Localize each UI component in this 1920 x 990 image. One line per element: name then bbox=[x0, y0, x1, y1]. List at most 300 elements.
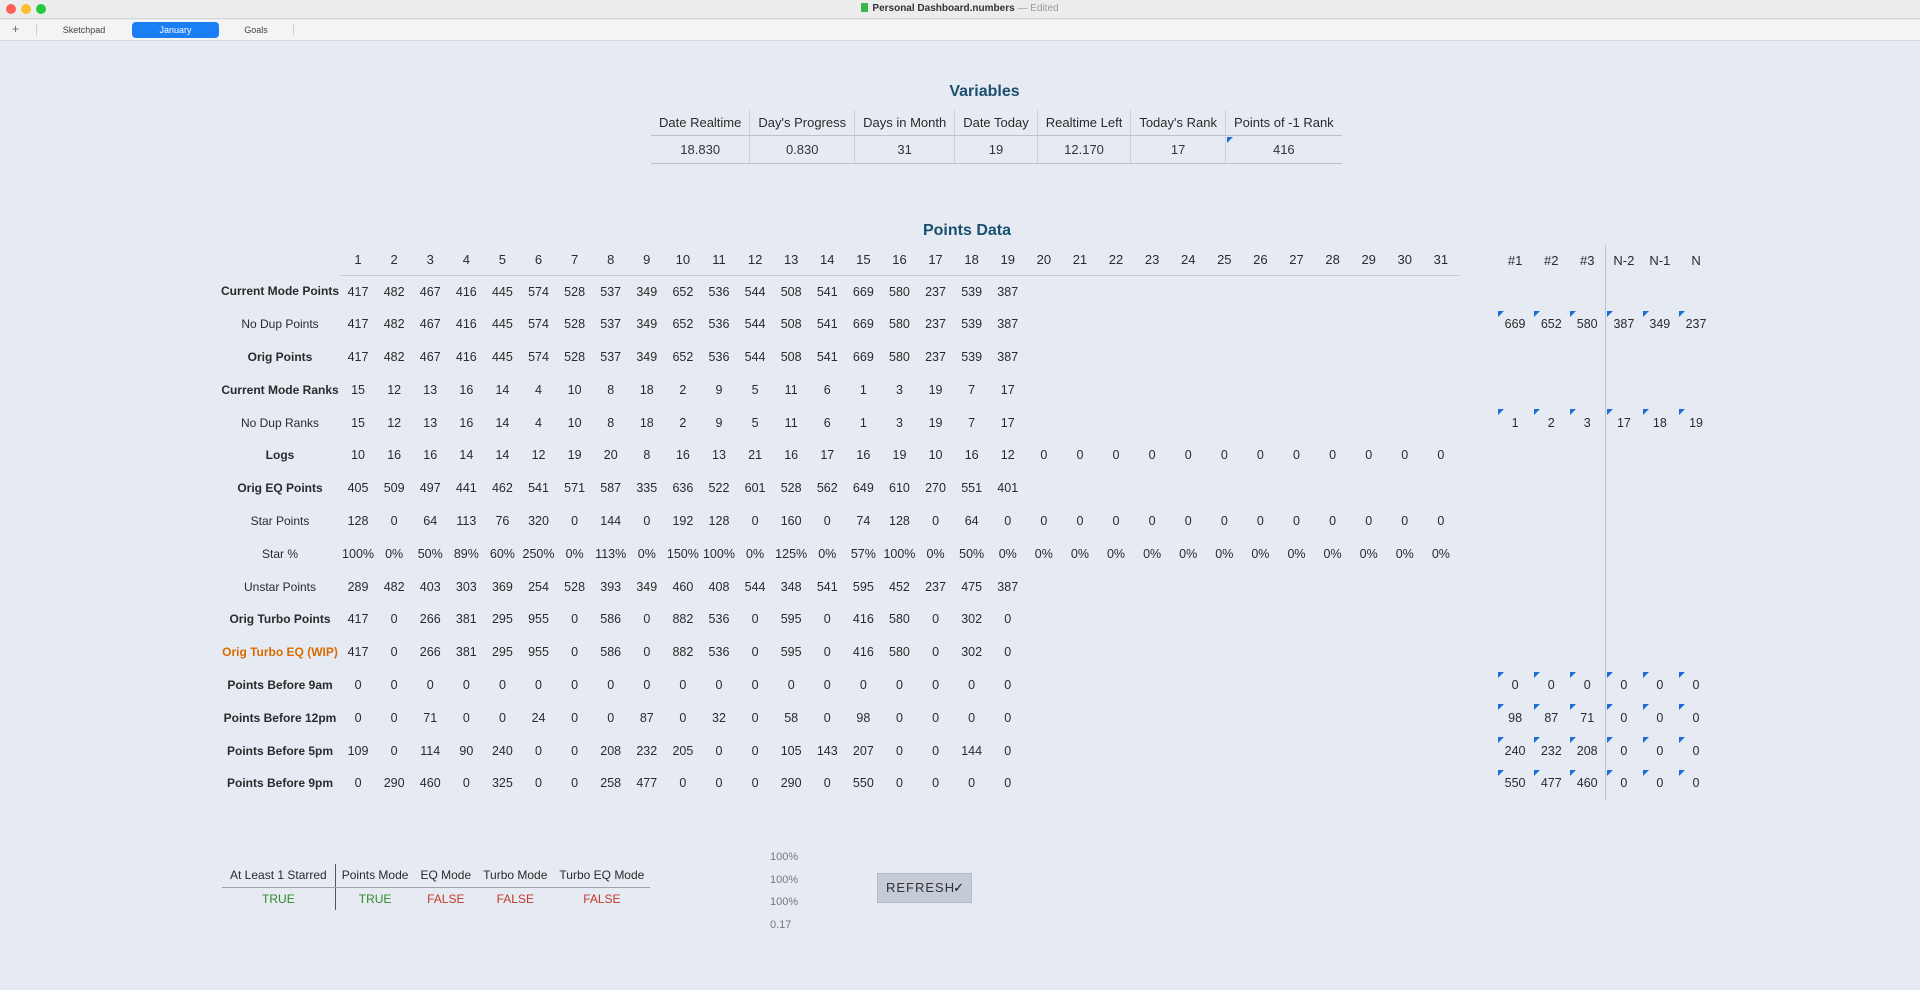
rank-header-cell[interactable]: #2 bbox=[1544, 252, 1559, 268]
data-cell[interactable]: 0% bbox=[1323, 546, 1342, 561]
data-cell[interactable]: 290 bbox=[780, 776, 802, 791]
data-cell[interactable] bbox=[1315, 406, 1351, 439]
data-cell[interactable] bbox=[1206, 275, 1242, 308]
data-cell[interactable]: 0 bbox=[643, 677, 651, 692]
rank-cell[interactable] bbox=[1533, 373, 1569, 406]
data-cell[interactable]: 113% bbox=[595, 546, 627, 561]
data-cell[interactable] bbox=[1170, 472, 1206, 505]
rank-cell[interactable] bbox=[1642, 603, 1678, 636]
data-cell[interactable] bbox=[1026, 341, 1062, 374]
rank-cell[interactable]: 1 bbox=[1497, 406, 1533, 439]
percentage-value[interactable]: 0.17 bbox=[770, 918, 792, 931]
data-cell[interactable] bbox=[1315, 472, 1351, 505]
rank-cell[interactable]: 0 bbox=[1678, 767, 1714, 800]
data-cell[interactable]: 16 bbox=[675, 448, 690, 463]
data-cell[interactable]: 0 bbox=[823, 710, 831, 725]
data-cell[interactable]: 482 bbox=[383, 317, 405, 332]
data-cell[interactable] bbox=[1134, 275, 1170, 308]
data-cell[interactable] bbox=[1242, 701, 1278, 734]
data-cell[interactable]: 0 bbox=[751, 743, 759, 758]
rank-cell[interactable] bbox=[1569, 603, 1605, 636]
data-cell[interactable]: 0 bbox=[1293, 448, 1300, 463]
data-cell[interactable]: 417 bbox=[347, 284, 369, 299]
data-cell[interactable]: 0 bbox=[1004, 513, 1012, 528]
data-cell[interactable]: 0% bbox=[746, 546, 765, 561]
data-cell[interactable]: 452 bbox=[889, 579, 910, 594]
variable-header-cell[interactable]: Points of -1 Rank bbox=[1225, 110, 1341, 135]
data-cell[interactable]: 574 bbox=[528, 317, 549, 332]
data-cell[interactable]: 482 bbox=[383, 284, 405, 299]
data-cell[interactable]: 0 bbox=[895, 710, 903, 725]
data-cell[interactable]: 580 bbox=[889, 349, 910, 364]
data-cell[interactable]: 541 bbox=[528, 481, 549, 496]
data-cell[interactable] bbox=[1134, 373, 1170, 406]
data-cell[interactable]: 541 bbox=[816, 349, 838, 364]
data-cell[interactable]: 0 bbox=[498, 677, 506, 692]
rank-cell[interactable] bbox=[1642, 439, 1678, 472]
variable-value-cell[interactable]: 18.830 bbox=[651, 135, 750, 163]
data-cell[interactable]: 0 bbox=[535, 743, 542, 758]
data-cell[interactable]: 586 bbox=[600, 612, 622, 627]
data-cell[interactable] bbox=[1423, 308, 1459, 341]
data-cell[interactable] bbox=[1423, 373, 1459, 406]
data-cell[interactable]: 0 bbox=[1220, 513, 1228, 528]
data-cell[interactable]: 113 bbox=[456, 513, 477, 528]
variable-header-cell[interactable]: Date Realtime bbox=[651, 110, 750, 135]
data-cell[interactable] bbox=[1134, 669, 1170, 702]
data-cell[interactable] bbox=[1278, 767, 1314, 800]
data-cell[interactable] bbox=[1098, 767, 1134, 800]
data-cell[interactable]: 295 bbox=[491, 612, 513, 627]
data-cell[interactable] bbox=[1098, 341, 1134, 374]
data-cell[interactable] bbox=[1206, 341, 1242, 374]
data-cell[interactable]: 574 bbox=[528, 284, 549, 299]
data-cell[interactable]: 0 bbox=[968, 776, 976, 791]
data-cell[interactable]: 16 bbox=[423, 448, 438, 463]
variable-value-cell[interactable]: 12.170 bbox=[1037, 135, 1131, 163]
data-cell[interactable]: 60% bbox=[489, 546, 515, 561]
data-cell[interactable]: 0 bbox=[751, 612, 759, 627]
rank-header-cell[interactable]: #1 bbox=[1507, 252, 1523, 268]
data-cell[interactable] bbox=[1387, 275, 1423, 308]
data-cell[interactable] bbox=[1387, 767, 1423, 800]
data-cell[interactable]: 882 bbox=[672, 612, 694, 627]
rank-cell[interactable] bbox=[1533, 603, 1569, 636]
data-cell[interactable]: 0 bbox=[751, 710, 759, 725]
rank-cell[interactable] bbox=[1606, 537, 1642, 570]
row-label[interactable]: Star Points bbox=[250, 513, 310, 528]
data-cell[interactable]: 289 bbox=[347, 579, 369, 594]
data-cell[interactable]: 401 bbox=[997, 481, 1019, 496]
data-cell[interactable] bbox=[1278, 734, 1314, 767]
data-cell[interactable]: 302 bbox=[961, 645, 983, 660]
data-cell[interactable]: 100% bbox=[342, 546, 375, 561]
mode-value-cell[interactable]: TRUE bbox=[222, 887, 335, 910]
data-cell[interactable]: 536 bbox=[708, 284, 730, 299]
row-label[interactable]: Points Before 12pm bbox=[223, 710, 337, 725]
data-cell[interactable]: 290 bbox=[383, 776, 405, 791]
data-cell[interactable]: 541 bbox=[816, 284, 838, 299]
data-cell[interactable]: 417 bbox=[347, 612, 369, 627]
data-cell[interactable]: 16 bbox=[459, 415, 474, 430]
data-cell[interactable] bbox=[1170, 636, 1206, 669]
data-cell[interactable]: 0 bbox=[751, 645, 759, 660]
data-cell[interactable]: 208 bbox=[600, 743, 622, 758]
row-label[interactable]: Unstar Points bbox=[243, 579, 317, 594]
rank-cell[interactable] bbox=[1642, 505, 1678, 538]
day-header-cell[interactable]: 16 bbox=[881, 245, 917, 275]
rank-cell[interactable] bbox=[1533, 472, 1569, 505]
rank-header-cell[interactable]: N-2 bbox=[1606, 245, 1642, 275]
row-label[interactable]: No Dup Ranks bbox=[240, 415, 320, 430]
data-cell[interactable]: 0 bbox=[1220, 448, 1228, 463]
data-cell[interactable] bbox=[1315, 373, 1351, 406]
data-cell[interactable]: 669 bbox=[852, 317, 874, 332]
data-cell[interactable] bbox=[1423, 636, 1459, 669]
data-cell[interactable]: 19 bbox=[892, 448, 907, 463]
data-cell[interactable]: 482 bbox=[383, 349, 405, 364]
data-cell[interactable]: 417 bbox=[347, 349, 369, 364]
data-cell[interactable]: 50% bbox=[417, 546, 443, 561]
data-cell[interactable]: 652 bbox=[672, 349, 694, 364]
data-cell[interactable]: 0 bbox=[462, 710, 470, 725]
rank-cell[interactable]: 237 bbox=[1678, 308, 1714, 341]
data-cell[interactable]: 0 bbox=[571, 677, 579, 692]
data-cell[interactable] bbox=[1134, 701, 1170, 734]
data-cell[interactable] bbox=[1098, 308, 1134, 341]
data-cell[interactable] bbox=[1170, 603, 1206, 636]
data-cell[interactable] bbox=[1062, 767, 1098, 800]
data-cell[interactable]: 266 bbox=[419, 645, 441, 660]
data-cell[interactable] bbox=[1062, 275, 1098, 308]
data-cell[interactable]: 0 bbox=[354, 677, 362, 692]
data-cell[interactable]: 0% bbox=[818, 546, 837, 561]
mode-header-cell[interactable]: Points Mode bbox=[335, 864, 414, 887]
data-cell[interactable]: 8 bbox=[643, 448, 651, 463]
data-cell[interactable]: 11 bbox=[784, 382, 798, 397]
data-cell[interactable]: 528 bbox=[564, 317, 586, 332]
mode-value-cell[interactable]: FALSE bbox=[496, 891, 534, 906]
data-cell[interactable]: 669 bbox=[852, 284, 874, 299]
rank-cell[interactable] bbox=[1569, 275, 1605, 308]
data-cell[interactable]: 90 bbox=[459, 743, 474, 758]
data-cell[interactable]: 0 bbox=[1004, 677, 1012, 692]
data-cell[interactable]: 0 bbox=[895, 743, 903, 758]
data-cell[interactable]: 16 bbox=[964, 448, 979, 463]
rank-cell[interactable] bbox=[1606, 472, 1642, 505]
data-cell[interactable]: 0 bbox=[1076, 513, 1084, 528]
data-cell[interactable]: 0 bbox=[462, 776, 470, 791]
rank-cell[interactable]: 87 bbox=[1533, 701, 1569, 734]
data-cell[interactable]: 539 bbox=[961, 349, 983, 364]
rank-cell[interactable] bbox=[1642, 636, 1678, 669]
data-cell[interactable]: 295 bbox=[491, 645, 513, 660]
data-cell[interactable]: 580 bbox=[889, 284, 910, 299]
data-cell[interactable]: 100% bbox=[883, 546, 916, 561]
data-cell[interactable]: 0% bbox=[1395, 546, 1414, 561]
data-cell[interactable] bbox=[1278, 669, 1314, 702]
day-header-cell[interactable]: 4 bbox=[448, 245, 484, 275]
variable-header-cell[interactable]: Date Today bbox=[955, 110, 1038, 135]
data-cell[interactable] bbox=[1278, 701, 1314, 734]
data-cell[interactable]: 64 bbox=[423, 513, 438, 528]
data-cell[interactable]: 3 bbox=[895, 382, 903, 397]
variable-value-cell[interactable]: 17 bbox=[1131, 135, 1226, 163]
data-cell[interactable]: 232 bbox=[636, 743, 658, 758]
data-cell[interactable]: 551 bbox=[961, 481, 983, 496]
data-cell[interactable]: 105 bbox=[780, 743, 802, 758]
data-cell[interactable]: 417 bbox=[347, 645, 369, 660]
data-cell[interactable]: 636 bbox=[672, 481, 694, 496]
data-cell[interactable] bbox=[1351, 472, 1387, 505]
day-header-cell[interactable]: 3 bbox=[412, 245, 448, 275]
corner-cell[interactable] bbox=[220, 245, 340, 275]
rank-cell[interactable]: 17 bbox=[1606, 406, 1642, 439]
data-cell[interactable] bbox=[1026, 701, 1062, 734]
rank-cell[interactable] bbox=[1642, 341, 1678, 374]
data-cell[interactable]: 403 bbox=[419, 579, 441, 594]
data-cell[interactable]: 0 bbox=[1148, 513, 1156, 528]
day-header-cell[interactable]: 1 bbox=[340, 245, 376, 275]
data-cell[interactable]: 114 bbox=[420, 743, 441, 758]
data-cell[interactable]: 416 bbox=[852, 645, 874, 660]
data-cell[interactable] bbox=[1098, 701, 1134, 734]
data-cell[interactable]: 0 bbox=[354, 776, 362, 791]
data-cell[interactable]: 0 bbox=[1112, 448, 1120, 463]
data-cell[interactable]: 17 bbox=[1000, 382, 1015, 397]
data-cell[interactable]: 0 bbox=[787, 677, 795, 692]
rank-cell[interactable]: 669 bbox=[1497, 308, 1533, 341]
day-header-cell[interactable]: 5 bbox=[484, 245, 520, 275]
rank-cell[interactable]: 0 bbox=[1678, 734, 1714, 767]
rank-cell[interactable] bbox=[1678, 570, 1714, 603]
data-cell[interactable] bbox=[1351, 701, 1387, 734]
rank-cell[interactable] bbox=[1642, 537, 1678, 570]
data-cell[interactable] bbox=[1170, 406, 1206, 439]
data-cell[interactable]: 13 bbox=[423, 415, 438, 430]
data-cell[interactable] bbox=[1423, 603, 1459, 636]
data-cell[interactable] bbox=[1206, 636, 1242, 669]
data-cell[interactable] bbox=[1351, 603, 1387, 636]
data-cell[interactable] bbox=[1098, 669, 1134, 702]
data-cell[interactable] bbox=[1170, 275, 1206, 308]
data-cell[interactable] bbox=[1242, 341, 1278, 374]
data-cell[interactable]: 537 bbox=[600, 317, 622, 332]
day-header-cell[interactable]: 2 bbox=[376, 245, 412, 275]
data-cell[interactable] bbox=[1062, 570, 1098, 603]
data-cell[interactable] bbox=[1315, 341, 1351, 374]
rank-cell[interactable]: 0 bbox=[1497, 669, 1533, 702]
day-header-cell[interactable]: 13 bbox=[773, 245, 809, 275]
data-cell[interactable]: 10 bbox=[567, 382, 582, 397]
data-cell[interactable]: 586 bbox=[600, 645, 622, 660]
rank-cell[interactable]: 208 bbox=[1569, 734, 1605, 767]
day-header-cell[interactable]: 18 bbox=[954, 245, 990, 275]
data-cell[interactable]: 652 bbox=[672, 317, 694, 332]
data-cell[interactable] bbox=[1062, 636, 1098, 669]
day-header-cell[interactable]: 17 bbox=[918, 245, 954, 275]
data-cell[interactable]: 536 bbox=[708, 349, 730, 364]
data-cell[interactable] bbox=[1134, 767, 1170, 800]
data-cell[interactable]: 16 bbox=[459, 382, 474, 397]
rank-cell[interactable] bbox=[1678, 341, 1714, 374]
rank-cell[interactable]: 0 bbox=[1606, 734, 1642, 767]
data-cell[interactable]: 387 bbox=[997, 317, 1019, 332]
data-cell[interactable] bbox=[1062, 472, 1098, 505]
data-cell[interactable]: 0% bbox=[1215, 546, 1234, 561]
data-cell[interactable] bbox=[1315, 570, 1351, 603]
tab-sketchpad[interactable]: Sketchpad bbox=[62, 25, 106, 35]
rank-cell[interactable] bbox=[1497, 341, 1533, 374]
rank-cell[interactable]: 477 bbox=[1533, 767, 1569, 800]
data-cell[interactable]: 537 bbox=[600, 284, 622, 299]
rank-cell[interactable] bbox=[1569, 373, 1605, 406]
data-cell[interactable]: 71 bbox=[423, 710, 438, 725]
rank-cell[interactable] bbox=[1678, 275, 1714, 308]
rank-cell[interactable]: 580 bbox=[1569, 308, 1605, 341]
data-cell[interactable]: 192 bbox=[672, 513, 694, 528]
row-label[interactable]: Orig Points bbox=[247, 349, 313, 364]
data-cell[interactable]: 0 bbox=[1365, 448, 1373, 463]
data-cell[interactable]: 482 bbox=[383, 579, 405, 594]
variable-value-cell[interactable]: 19 bbox=[955, 135, 1038, 163]
variable-header-cell[interactable]: Days in Month bbox=[855, 110, 955, 135]
data-cell[interactable]: 0 bbox=[679, 776, 687, 791]
data-cell[interactable] bbox=[1387, 701, 1423, 734]
data-cell[interactable] bbox=[1134, 636, 1170, 669]
data-cell[interactable] bbox=[1026, 275, 1062, 308]
refresh-checkbox-icon[interactable]: ✓ bbox=[953, 880, 965, 895]
data-cell[interactable]: 10 bbox=[567, 415, 582, 430]
data-cell[interactable]: 0 bbox=[390, 743, 398, 758]
data-cell[interactable] bbox=[1134, 603, 1170, 636]
rank-cell[interactable] bbox=[1678, 472, 1714, 505]
data-cell[interactable] bbox=[1351, 275, 1387, 308]
day-header-cell[interactable]: 20 bbox=[1026, 245, 1062, 275]
mode-header-cell[interactable]: EQ Mode bbox=[414, 864, 477, 887]
rank-cell[interactable]: 0 bbox=[1606, 669, 1642, 702]
rank-cell[interactable]: 71 bbox=[1569, 701, 1605, 734]
data-cell[interactable]: 536 bbox=[708, 645, 730, 660]
data-cell[interactable] bbox=[1315, 767, 1351, 800]
data-cell[interactable]: 393 bbox=[600, 579, 622, 594]
data-cell[interactable]: 18 bbox=[639, 415, 654, 430]
data-cell[interactable] bbox=[1423, 767, 1459, 800]
data-cell[interactable]: 0 bbox=[354, 710, 362, 725]
data-cell[interactable]: 3 bbox=[895, 415, 903, 430]
data-cell[interactable] bbox=[1242, 636, 1278, 669]
data-cell[interactable] bbox=[1206, 603, 1242, 636]
rank-cell[interactable] bbox=[1569, 472, 1605, 505]
rank-cell[interactable] bbox=[1642, 472, 1678, 505]
variable-value-cell[interactable]: 31 bbox=[855, 135, 955, 163]
data-cell[interactable] bbox=[1062, 406, 1098, 439]
data-cell[interactable]: 595 bbox=[780, 612, 802, 627]
data-cell[interactable]: 57% bbox=[850, 546, 876, 561]
rank-cell[interactable]: 0 bbox=[1642, 669, 1678, 702]
data-cell[interactable] bbox=[1242, 275, 1278, 308]
data-cell[interactable]: 541 bbox=[816, 317, 838, 332]
rank-cell[interactable]: 0 bbox=[1642, 701, 1678, 734]
data-cell[interactable] bbox=[1387, 636, 1423, 669]
data-cell[interactable]: 0% bbox=[1179, 546, 1198, 561]
rank-cell[interactable]: 19 bbox=[1678, 406, 1714, 439]
data-cell[interactable]: 497 bbox=[419, 481, 441, 496]
data-cell[interactable]: 144 bbox=[600, 513, 622, 528]
data-cell[interactable]: 303 bbox=[455, 579, 477, 594]
data-cell[interactable]: 0 bbox=[571, 743, 579, 758]
data-cell[interactable]: 128 bbox=[889, 513, 910, 528]
data-cell[interactable]: 0 bbox=[1184, 513, 1192, 528]
data-cell[interactable] bbox=[1242, 669, 1278, 702]
data-cell[interactable]: 595 bbox=[852, 579, 874, 594]
day-header-cell[interactable]: 12 bbox=[737, 245, 773, 275]
day-header-cell[interactable]: 14 bbox=[809, 245, 845, 275]
data-cell[interactable]: 2 bbox=[679, 382, 687, 397]
data-cell[interactable]: 0 bbox=[571, 513, 579, 528]
data-cell[interactable]: 0 bbox=[643, 645, 651, 660]
data-cell[interactable]: 237 bbox=[925, 284, 946, 299]
rank-cell[interactable]: 240 bbox=[1497, 734, 1533, 767]
rank-cell[interactable] bbox=[1606, 603, 1642, 636]
mode-value-cell[interactable]: TRUE bbox=[358, 891, 392, 906]
data-cell[interactable] bbox=[1423, 406, 1459, 439]
rank-cell[interactable] bbox=[1569, 341, 1605, 374]
day-header-cell[interactable]: 8 bbox=[593, 245, 629, 275]
data-cell[interactable] bbox=[1315, 636, 1351, 669]
data-cell[interactable]: 16 bbox=[387, 448, 402, 463]
data-cell[interactable]: 882 bbox=[672, 645, 694, 660]
data-cell[interactable]: 0 bbox=[571, 612, 579, 627]
rank-cell[interactable] bbox=[1678, 636, 1714, 669]
data-cell[interactable]: 0 bbox=[823, 645, 831, 660]
data-cell[interactable] bbox=[1315, 734, 1351, 767]
rank-cell[interactable] bbox=[1497, 472, 1533, 505]
day-header-cell[interactable]: 30 bbox=[1387, 245, 1423, 275]
data-cell[interactable] bbox=[1315, 603, 1351, 636]
rank-cell[interactable]: 0 bbox=[1569, 669, 1605, 702]
data-cell[interactable]: 0 bbox=[1293, 513, 1300, 528]
data-cell[interactable]: 0 bbox=[823, 776, 831, 791]
rank-cell[interactable]: 2 bbox=[1533, 406, 1569, 439]
data-cell[interactable] bbox=[1134, 406, 1170, 439]
data-cell[interactable]: 0% bbox=[1106, 546, 1126, 561]
data-cell[interactable]: 0 bbox=[823, 612, 831, 627]
data-cell[interactable]: 0 bbox=[968, 710, 976, 725]
day-header-cell[interactable]: 9 bbox=[629, 245, 665, 275]
day-header-cell[interactable]: 24 bbox=[1170, 245, 1206, 275]
day-header-cell[interactable]: 25 bbox=[1206, 245, 1242, 275]
rank-cell[interactable] bbox=[1569, 439, 1605, 472]
data-cell[interactable]: 0 bbox=[679, 710, 687, 725]
data-cell[interactable]: 1 bbox=[859, 382, 867, 397]
rank-cell[interactable] bbox=[1533, 341, 1569, 374]
data-cell[interactable]: 508 bbox=[780, 349, 802, 364]
rank-cell[interactable] bbox=[1642, 275, 1678, 308]
data-cell[interactable]: 19 bbox=[928, 415, 943, 430]
data-cell[interactable] bbox=[1206, 734, 1242, 767]
data-cell[interactable]: 125% bbox=[775, 546, 808, 561]
data-cell[interactable]: 19 bbox=[928, 382, 943, 397]
data-cell[interactable]: 50% bbox=[959, 546, 985, 561]
data-cell[interactable] bbox=[1170, 701, 1206, 734]
data-cell[interactable]: 0 bbox=[498, 710, 506, 725]
data-cell[interactable]: 0 bbox=[932, 743, 940, 758]
row-label[interactable]: Points Before 9pm bbox=[226, 776, 334, 791]
data-cell[interactable]: 460 bbox=[672, 579, 694, 594]
data-cell[interactable]: 0 bbox=[932, 677, 940, 692]
data-cell[interactable]: 64 bbox=[964, 513, 979, 528]
